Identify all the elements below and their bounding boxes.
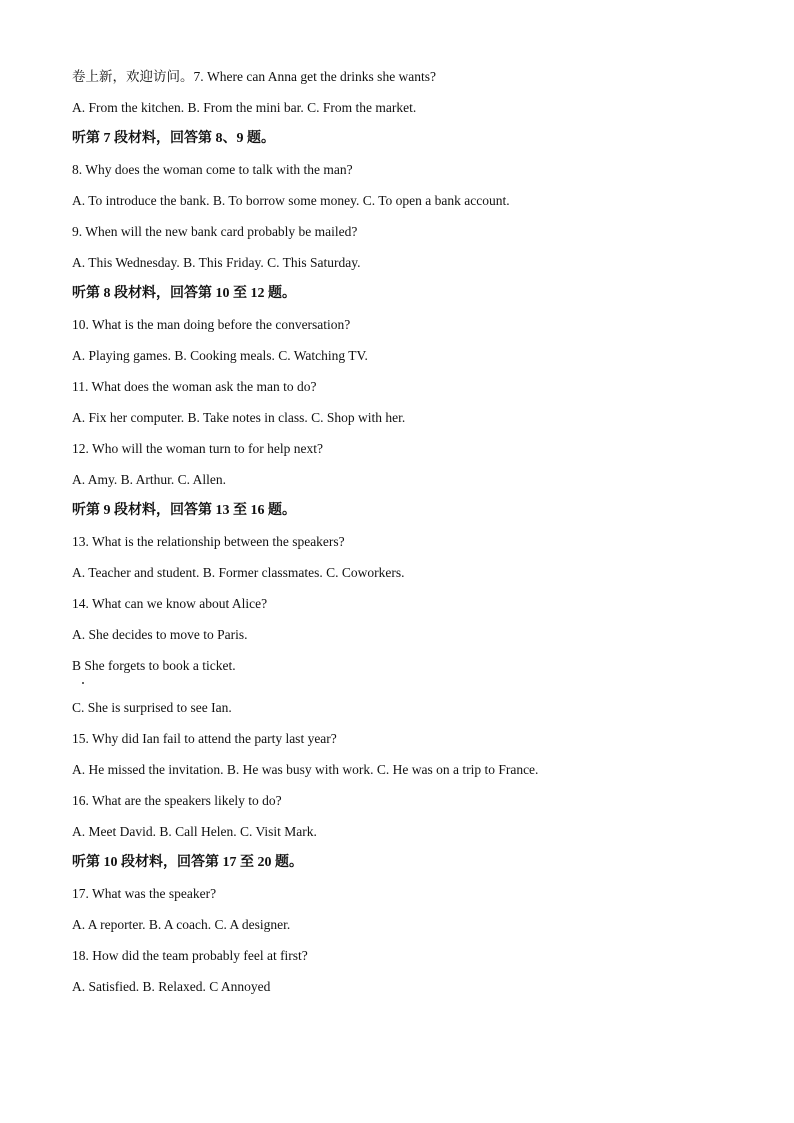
answer-options: A. A reporter. B. A coach. C. A designer. <box>72 917 291 932</box>
answer-options: A. From the kitchen. B. From the mini bar. C. From the market. <box>72 100 417 115</box>
answer-options: A. Amy. B. Arthur. C. Allen. <box>72 472 227 487</box>
question-text: 16. What are the speakers likely to do? <box>72 793 282 808</box>
answer-options: A. This Wednesday. B. This Friday. C. This Saturday. <box>72 255 361 270</box>
answer-options: A. Meet David. B. Call Helen. C. Visit Mark. <box>72 824 317 839</box>
answer-options: A. She decides to move to Paris. <box>72 627 248 642</box>
question-text: 9. When will the new bank card probably be mailed? <box>72 224 358 239</box>
section-heading: 听第 9 段材料，回答第 13 至 16 题。 <box>72 503 296 518</box>
question-text: 15. Why did Ian fail to attend the party last year? <box>72 731 337 746</box>
question-text: 14. What can we know about Alice? <box>72 596 268 611</box>
section-heading: 听第 7 段材料，回答第 8、9 题。 <box>72 131 275 146</box>
question-text: 卷上新，欢迎访问。7. Where can Anna get the drinks she wants? <box>72 69 437 84</box>
answer-options: A. Teacher and student. B. Former classmates. C. Coworkers. <box>72 565 405 580</box>
stray-dot-mark <box>82 682 84 684</box>
section-heading: 听第 10 段材料，回答第 17 至 20 题。 <box>72 855 303 870</box>
answer-options: C. She is surprised to see Ian. <box>72 700 232 715</box>
answer-options: A. Satisfied. B. Relaxed. C Annoyed <box>72 979 271 994</box>
answer-options: A. Fix her computer. B. Take notes in class. C. Shop with her. <box>72 410 406 425</box>
question-text: 8. Why does the woman come to talk with the man? <box>72 162 353 177</box>
answer-options: A. To introduce the bank. B. To borrow some money. C. To open a bank account. <box>72 193 510 208</box>
question-text: 12. Who will the woman turn to for help next? <box>72 441 323 456</box>
section-heading: 听第 8 段材料，回答第 10 至 12 题。 <box>72 286 296 301</box>
question-text: 18. How did the team probably feel at first? <box>72 948 308 963</box>
question-text: 17. What was the speaker? <box>72 886 217 901</box>
question-text: 13. What is the relationship between the speakers? <box>72 534 345 549</box>
question-text: 11. What does the woman ask the man to do? <box>72 379 317 394</box>
answer-options: A. Playing games. B. Cooking meals. C. Watching TV. <box>72 348 368 363</box>
answer-options: A. He missed the invitation. B. He was busy with work. C. He was on a trip to France. <box>72 762 539 777</box>
question-text: 10. What is the man doing before the conversation? <box>72 317 351 332</box>
answer-options: B She forgets to book a ticket. <box>72 658 236 673</box>
